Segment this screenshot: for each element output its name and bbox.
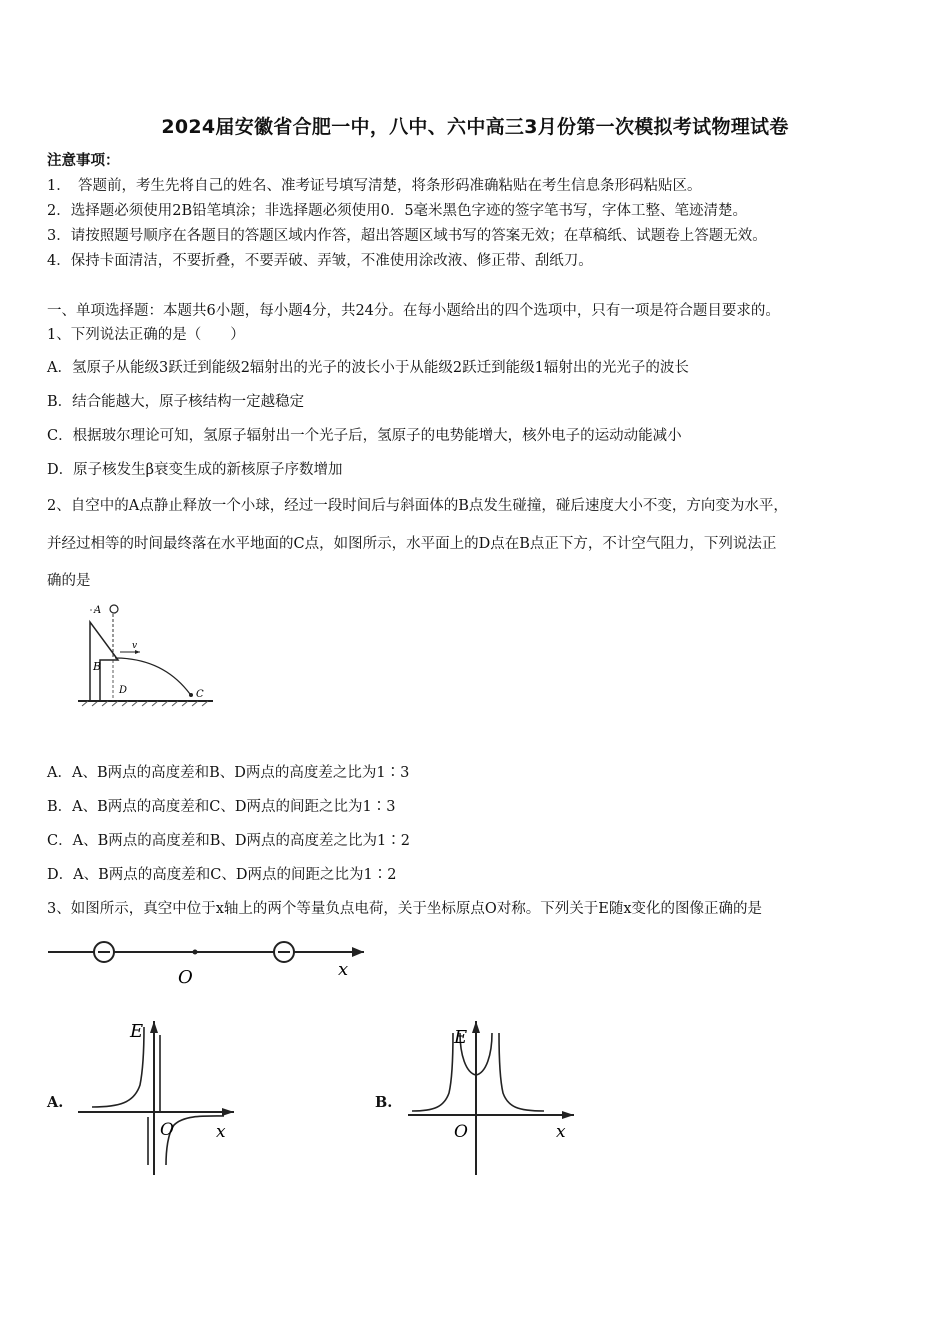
notice-item: 1． 答题前，考生先将自己的姓名、准考证号填写清楚，将条形码准确粘贴在考生信息条形码粘贴区。 bbox=[47, 178, 702, 194]
question-3-option-a-label: A. bbox=[47, 1094, 64, 1111]
question-3-stem: 3、如图所示，真空中位于x轴上的两个等量负点电荷，关于坐标原点O对称。下列关于E随x变化的图像正确的是 bbox=[47, 901, 763, 917]
question-1-option-c: C．根据玻尔理论可知，氢原子辐射出一个光子后，氢原子的电势能增大，核外电子的运动动能减小 bbox=[47, 428, 682, 444]
question-2-option-c: C．A、B两点的高度差和B、D两点的高度差之比为1∶2 bbox=[47, 833, 410, 849]
section-heading: 一、单项选择题：本题共6小题，每小题4分，共24分。在每小题给出的四个选项中，只有一项是符合题目要求的。 bbox=[47, 303, 780, 319]
origin-label: O bbox=[178, 967, 193, 988]
question-2-option-d: D．A、B两点的高度差和C、D两点的间距之比为1∶2 bbox=[47, 867, 397, 883]
question-1-option-d: D．原子核发生β衰变生成的新核原子序数增加 bbox=[47, 462, 343, 478]
question-2-option-a: A．A、B两点的高度差和B、D两点的高度差之比为1∶3 bbox=[47, 765, 410, 781]
origin-point bbox=[193, 950, 198, 955]
origin-label: O bbox=[160, 1120, 174, 1140]
notice-heading: 注意事项： bbox=[47, 152, 120, 169]
question-2-stem-line: 确的是 bbox=[47, 573, 91, 589]
question-1-option-b: B．结合能越大，原子核结构一定越稳定 bbox=[47, 394, 305, 410]
ball-a bbox=[110, 605, 118, 613]
question-2-stem-line: 并经过相等的时间最终落在水平地面的C点，如图所示，水平面上的D点在B点正下方，不计空气阻力，下列说法正 bbox=[47, 536, 777, 552]
question-1-stem: 1、下列说法正确的是（ ） bbox=[47, 327, 245, 343]
question-2-figure bbox=[78, 600, 218, 718]
x-label: x bbox=[338, 959, 349, 980]
origin-label: O bbox=[454, 1122, 468, 1142]
e-label: E bbox=[130, 1021, 144, 1042]
question-3-charge-figure bbox=[46, 938, 376, 990]
question-1-option-a: A．氢原子从能级3跃迁到能级2辐射出的光子的波长小于从能级2跃迁到能级1辐射出的光光子的波长 bbox=[47, 360, 689, 376]
label-v: v bbox=[132, 641, 138, 651]
curve-right-outer bbox=[499, 1033, 544, 1111]
notice-item: 4．保持卡面清洁，不要折叠，不要弄破、弄皱，不准使用涂改液、修正带、刮纸刀。 bbox=[47, 253, 593, 269]
label-b: B bbox=[93, 660, 102, 673]
question-3-option-b-label: B. bbox=[375, 1094, 393, 1111]
x-label: x bbox=[216, 1122, 226, 1142]
e-label: E bbox=[454, 1027, 468, 1048]
question-2-stem-line: 2、自空中的A点静止释放一个小球，经过一段时间后与斜面体的B点发生碰撞，碰后速度大小不变，方向变为水平， bbox=[47, 498, 788, 514]
question-3-graph-a bbox=[74, 1015, 244, 1175]
label-d: D bbox=[119, 685, 128, 696]
question-2-option-b: B．A、B两点的高度差和C、D两点的间距之比为1∶3 bbox=[47, 799, 396, 815]
point-c bbox=[189, 693, 193, 697]
page-title: 2024届安徽省合肥一中，八中、六中高三3月份第一次模拟考试物理试卷 bbox=[161, 116, 789, 138]
notice-item: 3．请按照题号顺序在各题目的答题区域内作答，超出答题区域书写的答案无效；在草稿纸、试题卷上答题无效。 bbox=[47, 228, 767, 244]
notice-item: 2．选择题必须使用2B铅笔填涂；非选择题必须使用0．5毫米黑色字迹的签字笔书写，字体工整、笔迹清楚。 bbox=[47, 203, 748, 219]
label-c: C bbox=[196, 689, 204, 700]
question-3-graph-b bbox=[404, 1015, 579, 1175]
x-axis-arrow bbox=[352, 947, 364, 957]
label-a: A bbox=[94, 605, 102, 616]
curve-left-outer bbox=[412, 1033, 453, 1111]
x-label: x bbox=[556, 1122, 566, 1142]
